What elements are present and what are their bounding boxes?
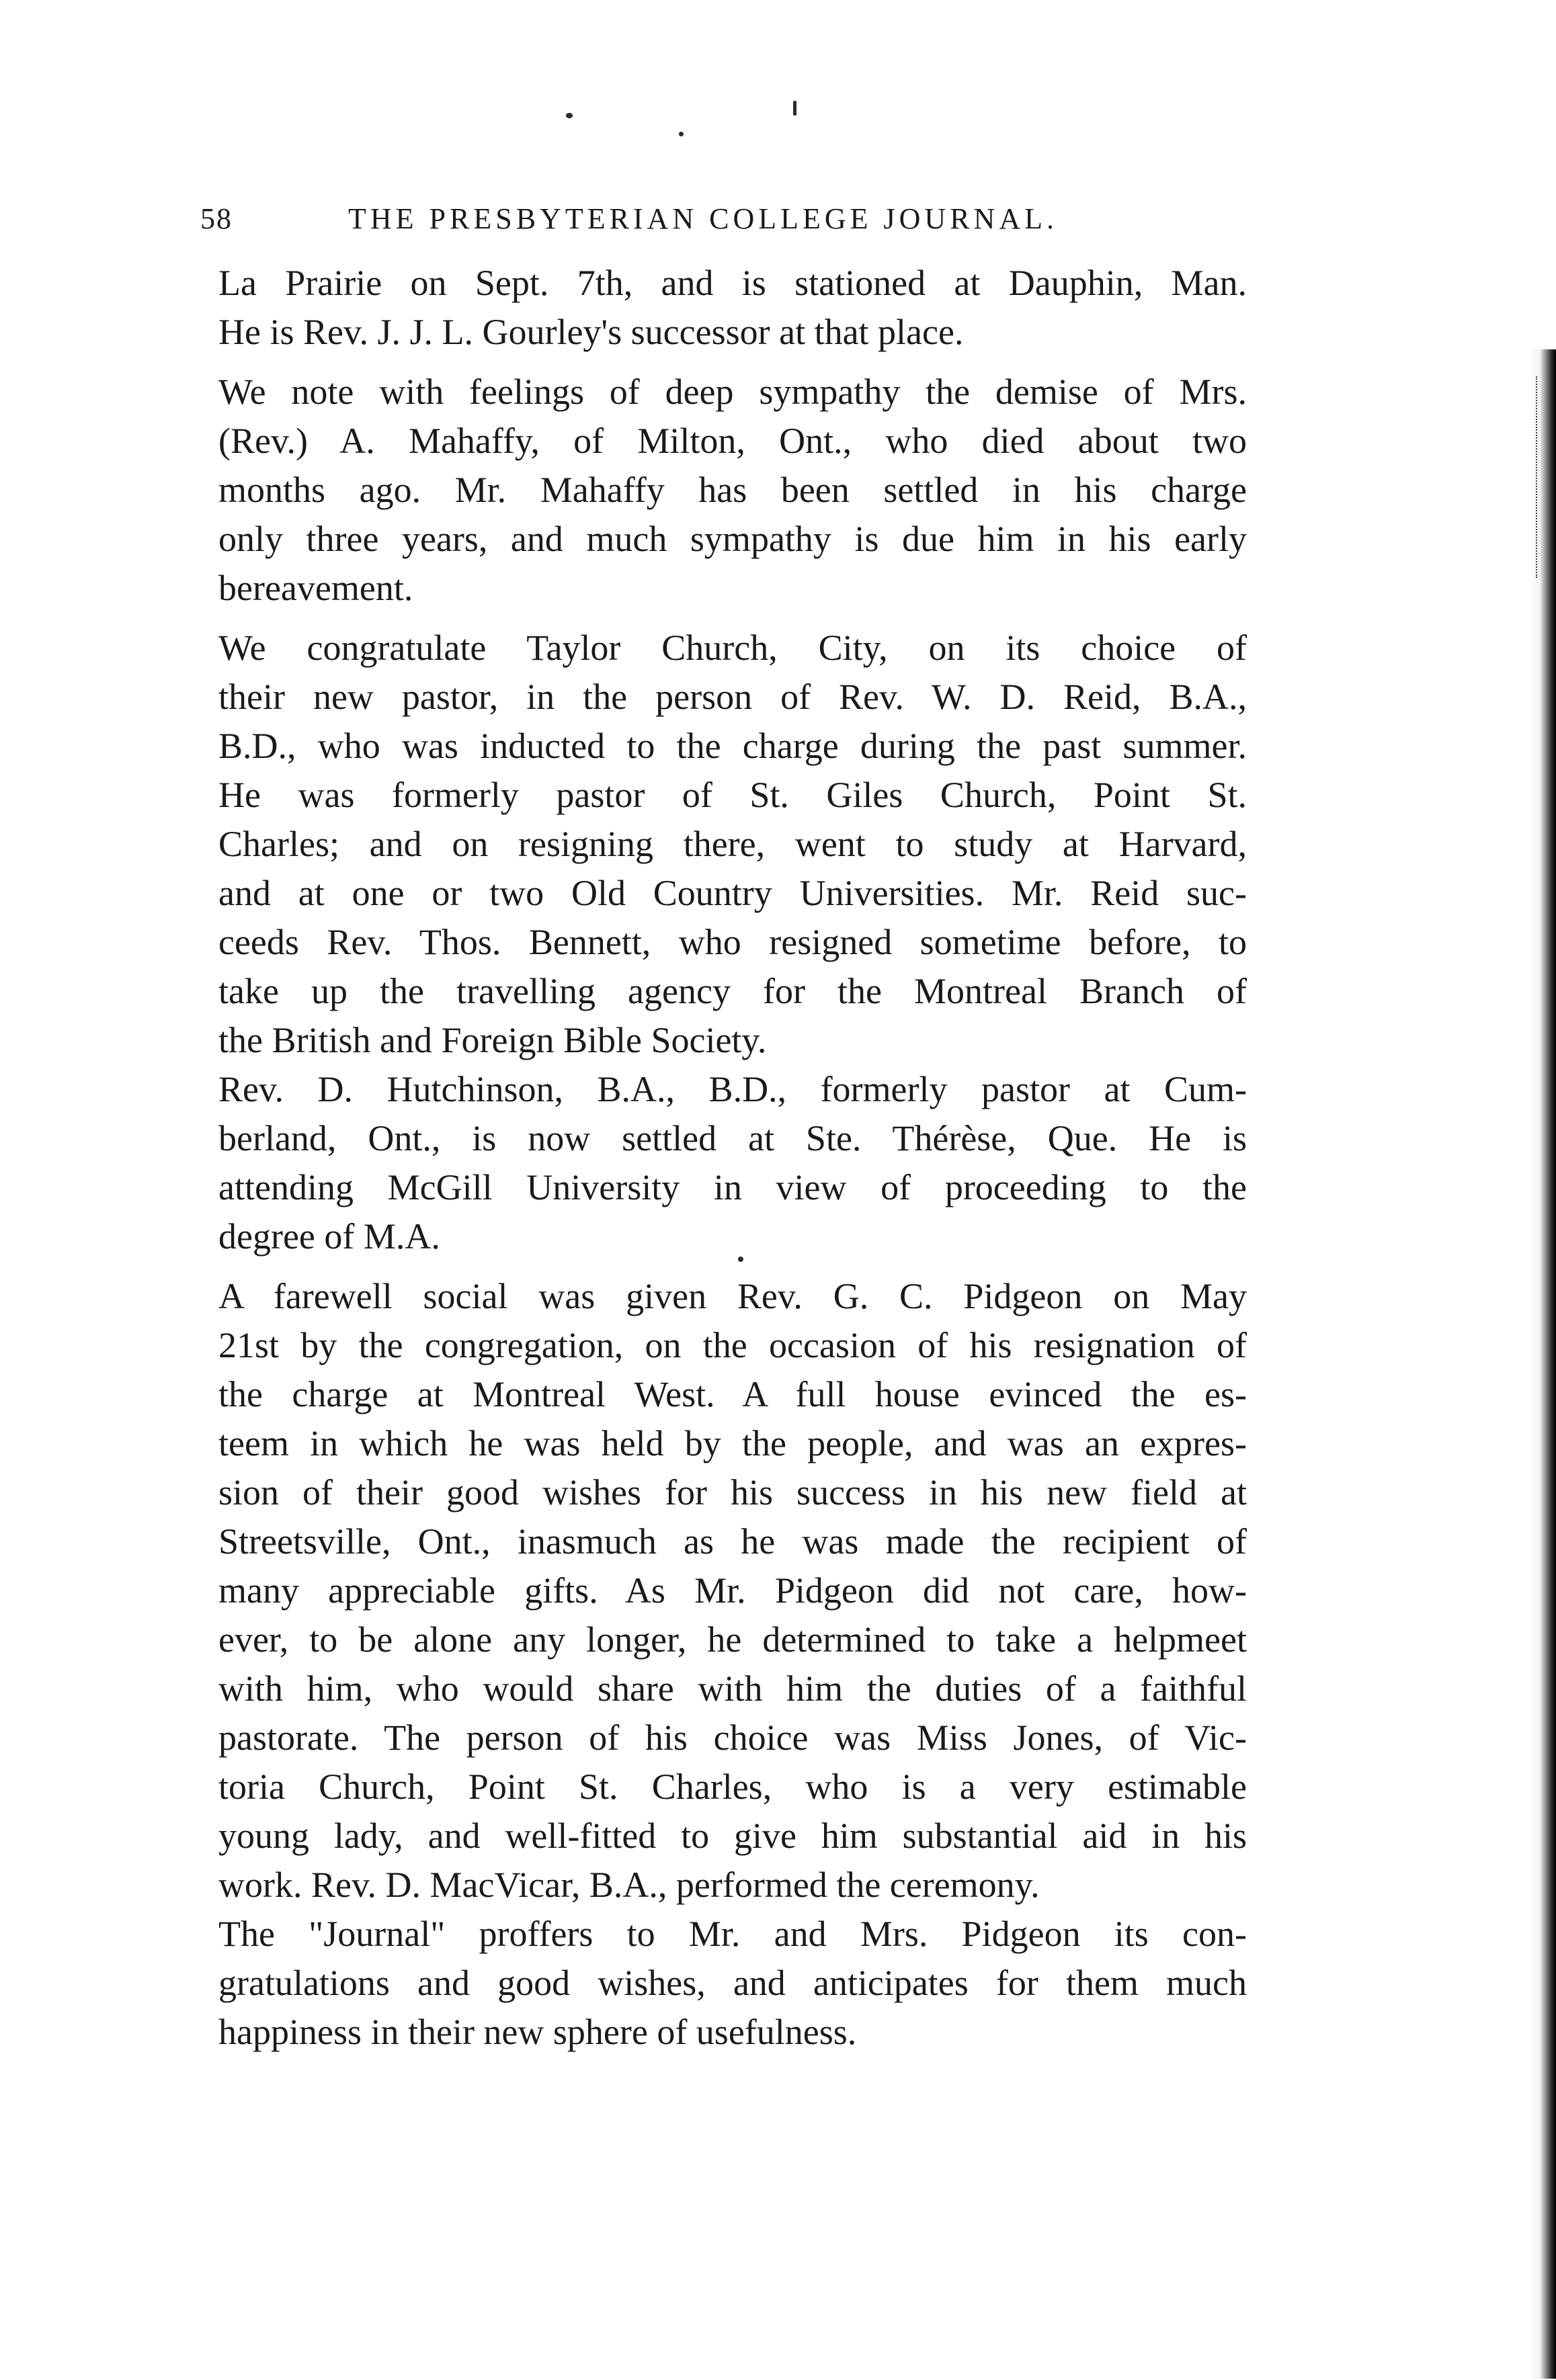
text-line: Rev. D. Hutchinson, B.A., B.D., formerly pastor at Cum- [218, 1069, 1247, 1109]
scan-speck [566, 113, 573, 118]
running-header [200, 202, 1249, 242]
text-line: only three years, and much sympathy is due him in his early [218, 519, 1247, 559]
text-line: pastorate. The person of his choice was Miss Jones, of Vic- [218, 1717, 1247, 1758]
text-line: 21st by the congregation, on the occasion of his resignation of [218, 1325, 1247, 1365]
text-line: La Prairie on Sept. 7th, and is stationed at Dauphin, Man. [218, 263, 1247, 303]
text-line: A farewell social was given Rev. G. C. Pidgeon on May [218, 1276, 1247, 1316]
text-line: teem in which he was held by the people, and was an expres- [218, 1423, 1247, 1463]
text-line: degree of M.A. [218, 1216, 440, 1257]
text-line: young lady, and well-fitted to give him substantial aid in his [218, 1816, 1247, 1856]
text-line: He was formerly pastor of St. Giles Church, Point St. [218, 775, 1247, 815]
paragraph-pidgeon [218, 1272, 1247, 2057]
text-line: toria Church, Point St. Charles, who is a very estimable [218, 1767, 1247, 1807]
text-line: bereavement. [218, 568, 413, 608]
running-title: THE PRESBYTERIAN COLLEGE JOURNAL. [348, 202, 1058, 235]
paragraph-mahaffy [218, 368, 1247, 613]
text-line: Streetsville, Ont., inasmuch as he was made the recipient of [218, 1521, 1247, 1562]
text-line: Charles; and on resigning there, went to study at Harvard, [218, 824, 1247, 864]
text-line: ever, to be alone any longer, he determined to take a helpmeet [218, 1619, 1247, 1660]
text-line: sion of their good wishes for his success in his new field at [218, 1472, 1247, 1513]
text-line: the British and Foreign Bible Society. [218, 1020, 767, 1060]
text-line: We congratulate Taylor Church, City, on its choice of [218, 628, 1247, 668]
scan-edge-shadow [1529, 349, 1556, 2379]
text-line: work. Rev. D. MacVicar, B.A., performed the ceremony. [218, 1865, 1040, 1905]
text-line: take up the travelling agency for the Montreal Branch of [218, 971, 1247, 1011]
text-line: (Rev.) A. Mahaffy, of Milton, Ont., who died about two [218, 421, 1247, 461]
text-line: ceeds Rev. Thos. Bennett, who resigned sometime before, to [218, 922, 1247, 962]
text-line: berland, Ont., is now settled at Ste. Thérèse, Que. He is [218, 1118, 1247, 1158]
text-line: gratulations and good wishes, and anticipates for them much [218, 1963, 1247, 2003]
text-line: and at one or two Old Country Universities. Mr. Reid suc- [218, 873, 1247, 913]
text-line: their new pastor, in the person of Rev. W. D. Reid, B.A., [218, 677, 1247, 717]
scan-speck [679, 132, 684, 136]
scan-speck [793, 101, 796, 116]
text-line: the charge at Montreal West. A full house evinced the es- [218, 1374, 1247, 1414]
paragraph-dauphin [218, 259, 1247, 357]
page-number: 58 [200, 202, 233, 235]
text-line: We note with feelings of deep sympathy the demise of Mrs. [218, 372, 1247, 412]
text-line: months ago. Mr. Mahaffy has been settled in his charge [218, 470, 1247, 510]
text-line: attending McGill University in view of proceeding to the [218, 1167, 1247, 1207]
text-line: The "Journal" proffers to Mr. and Mrs. Pidgeon its con- [218, 1914, 1247, 1954]
text-line: He is Rev. J. J. L. Gourley's successor at that place. [218, 312, 964, 352]
article-text [218, 259, 1247, 2057]
text-line: B.D., who was inducted to the charge during the past summer. [218, 726, 1247, 766]
text-line: happiness in their new sphere of usefulness. [218, 2012, 857, 2052]
paragraph-taylor-church [218, 624, 1247, 1261]
scan-edge-marks [1532, 376, 1537, 578]
text-line: many appreciable gifts. As Mr. Pidgeon did not care, how- [218, 1570, 1247, 1611]
text-line: with him, who would share with him the duties of a faithful [218, 1668, 1247, 1709]
